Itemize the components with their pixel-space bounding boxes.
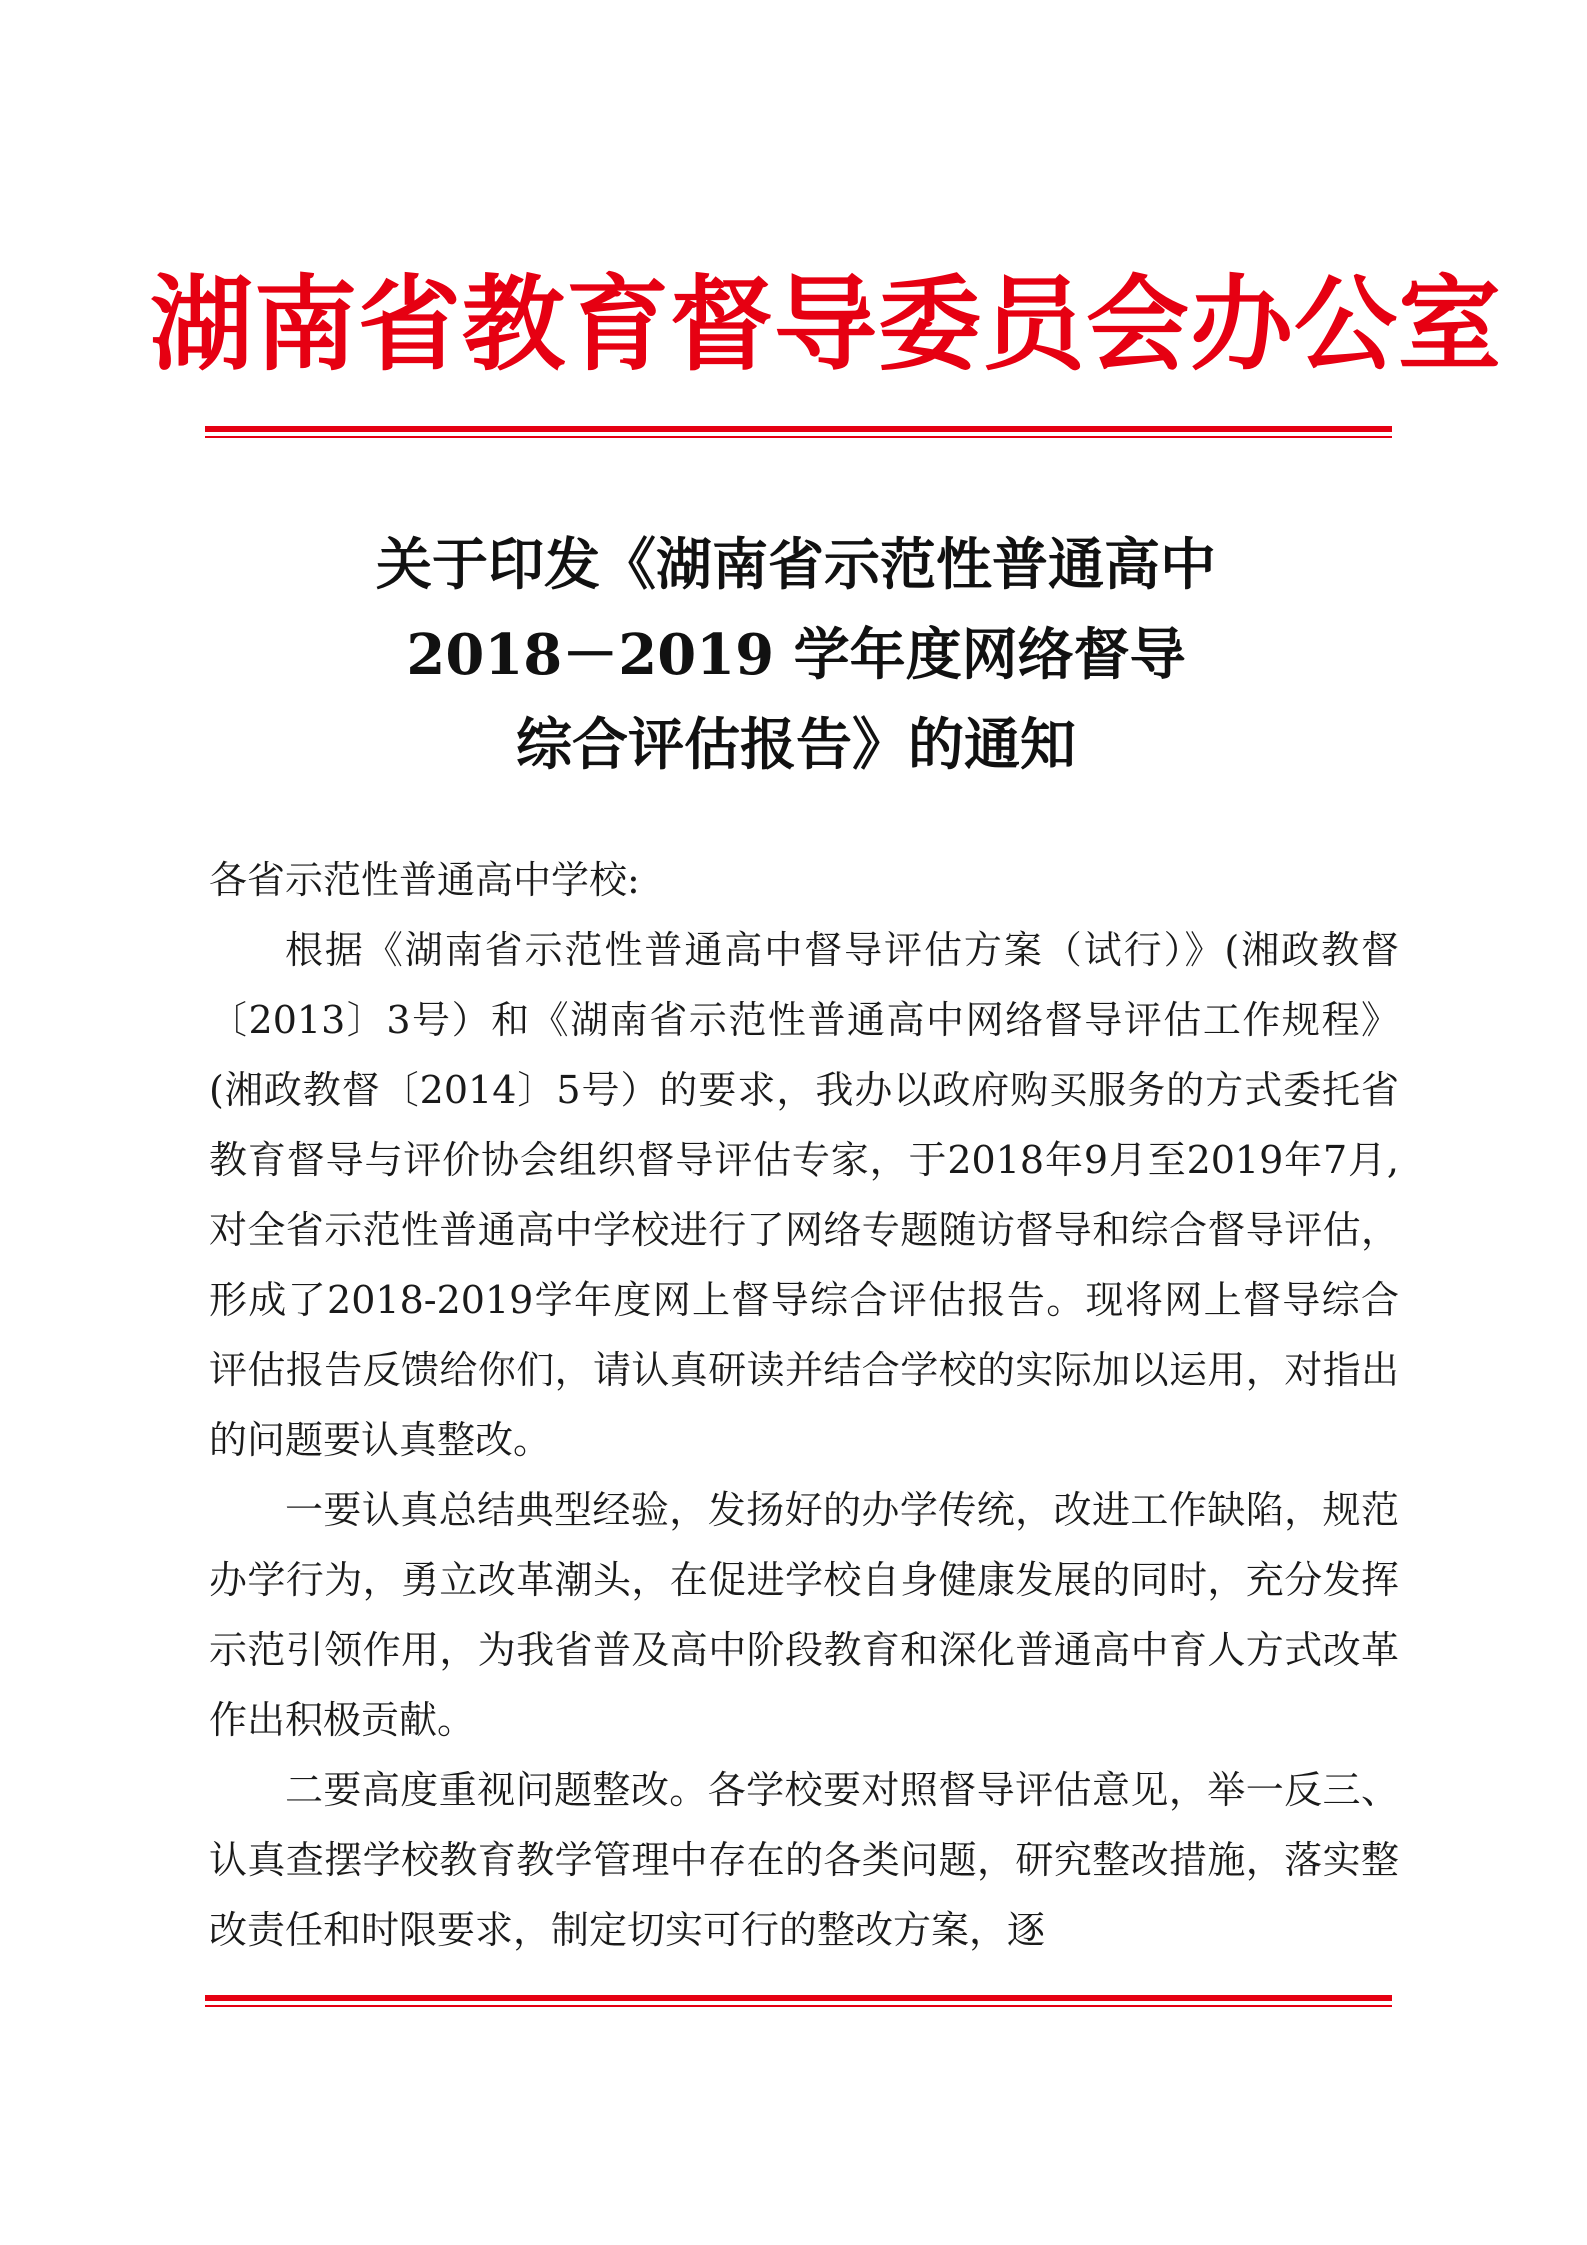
paragraph-basis: 根据《湖南省示范性普通高中督导评估方案（试行）》(湘政教督〔2013〕3号）和《湖南省示范性普通高中网络督导评估工作规程》(湘政教督〔2014〕5号）的要求，我办以政府购买服务的方式委托省教育督导与评价协会组织督导评估专家，于2018年9月至2019年7月,对全省示范性普通高中学校进行了网络专题随访督导和综合督导评估，形成了2018-2019学年度网上督导综合评估报告。现将网上督导综合评估报告反馈给你们，请认真研读并结合学校的实际加以运用，对指出的问题要认真整改。 xyxy=(209,928,1399,1462)
title-line-1: 关于印发《湖南省示范性普通高中 xyxy=(376,532,1216,598)
paragraph-first-requirement: 一要认真总结典型经验，发扬好的办学传统，改进工作缺陷，规范办学行为，勇立改革潮头，在促进学校自身健康发展的同时，充分发挥示范引领作用，为我省普及高中阶段教育和深化普通高中育人方式改革作出积极贡献。 xyxy=(209,1488,1399,1742)
red-double-rule-top xyxy=(205,426,1392,438)
document-title xyxy=(150,520,1442,790)
salutation: 各省示范性普通高中学校: xyxy=(209,858,640,902)
red-double-rule-bottom xyxy=(205,1995,1392,2007)
paragraph-second-requirement: 二要高度重视问题整改。各学校要对照督导评估意见，举一反三、认真查摆学校教育教学管理中存在的各类问题，研究整改措施，落实整改责任和时限要求，制定切实可行的整改方案，逐 xyxy=(209,1768,1399,1952)
document-body xyxy=(209,845,1399,1965)
organization-masthead: 湖南省教育督导委员会办公室 xyxy=(150,265,1502,385)
title-line-3: 综合评估报告》的通知 xyxy=(516,712,1076,778)
title-line-2: 2018－2019 学年度网络督导 xyxy=(406,622,1186,688)
